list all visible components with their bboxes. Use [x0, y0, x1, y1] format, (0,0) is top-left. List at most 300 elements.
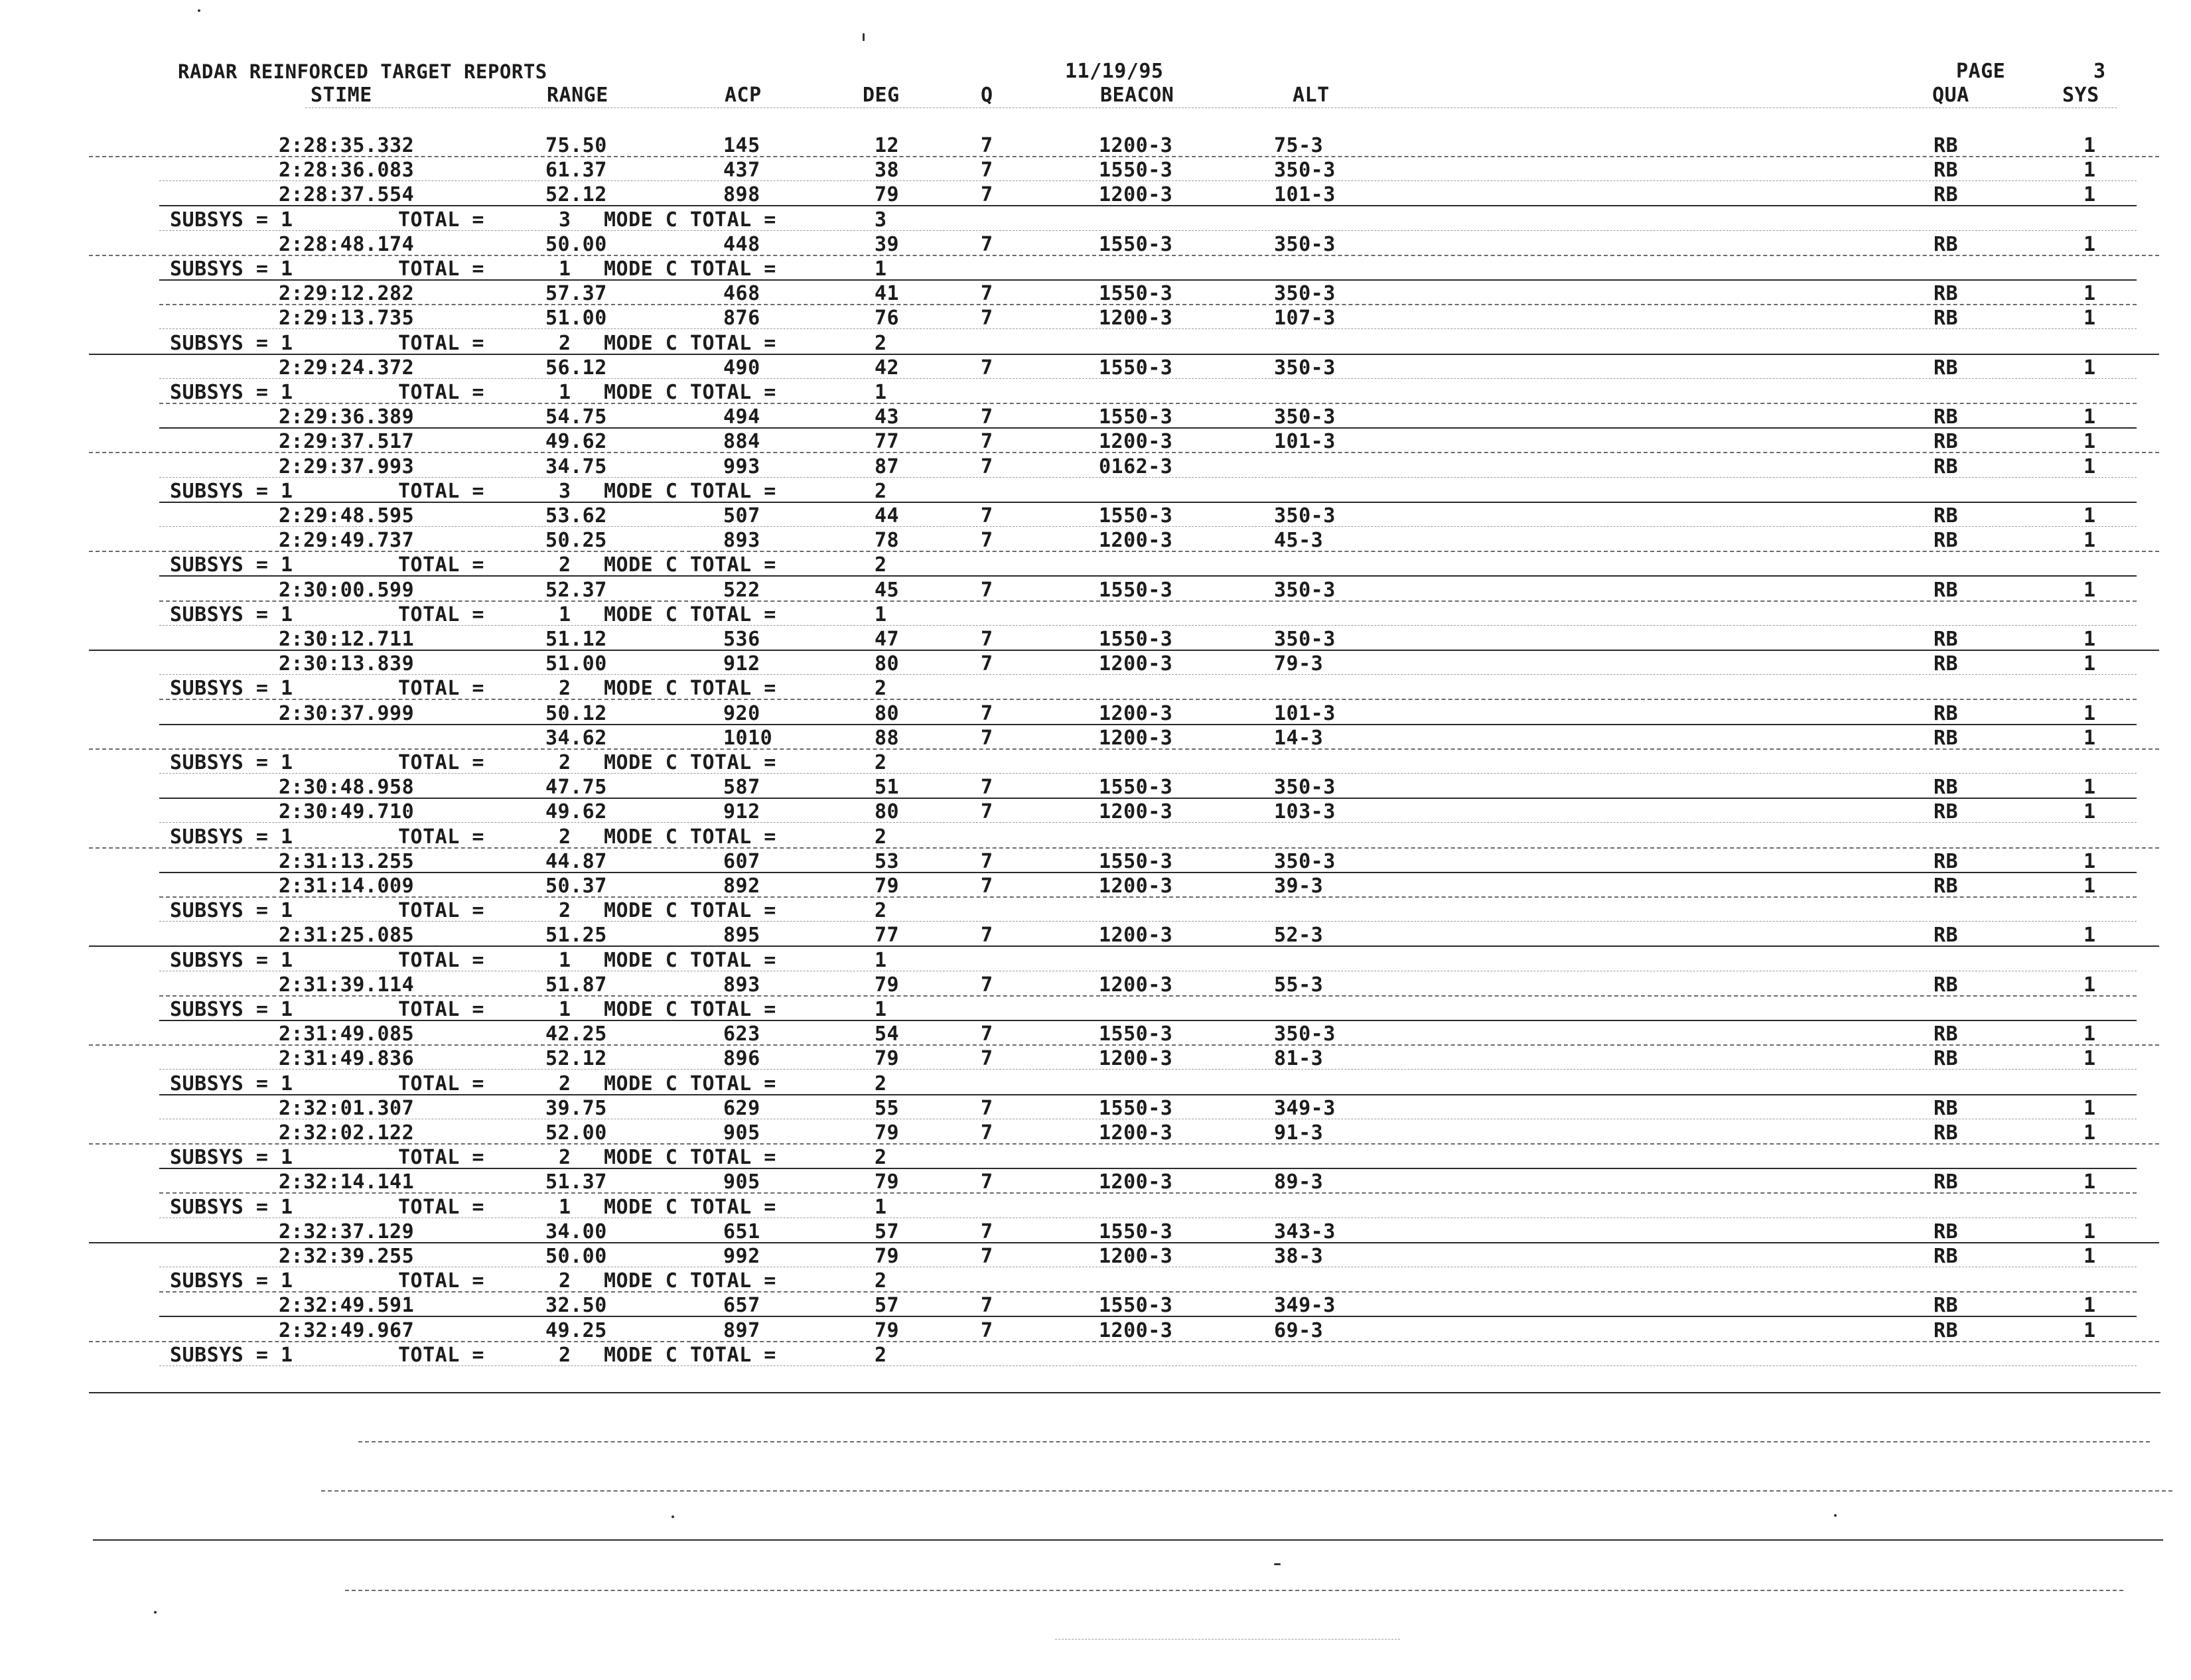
cell-deg: 76: [875, 307, 900, 330]
cell-stime: 2:31:14.009: [279, 875, 415, 898]
cell-q: 7: [981, 702, 993, 725]
subsys-total-value: 2: [559, 751, 571, 774]
cell-qua: RB: [1934, 800, 1959, 823]
cell-alt: 350-3: [1274, 282, 1336, 305]
row-rule: [89, 452, 2159, 453]
cell-qua: RB: [1934, 1319, 1959, 1342]
subsys-modec-label: MODE C TOTAL =: [604, 677, 776, 700]
cell-stime: 2:31:39.114: [279, 973, 415, 997]
subsys-modec-label: MODE C TOTAL =: [604, 998, 776, 1021]
cell-stime: 2:29:12.282: [279, 282, 415, 305]
cell-deg: 80: [875, 702, 900, 725]
cell-stime: 2:29:49.737: [279, 529, 415, 552]
cell-qua: RB: [1934, 504, 1959, 527]
cell-stime: 2:32:14.141: [279, 1170, 415, 1194]
row-rule: [159, 304, 2137, 305]
cell-stime: 2:29:37.517: [279, 430, 415, 453]
row-rule: [159, 526, 2137, 527]
subsys-label: SUBSYS = 1: [170, 1146, 293, 1169]
cell-beacon: 1550-3: [1099, 579, 1173, 602]
cell-stime: 2:30:49.710: [279, 800, 415, 823]
row-rule: [89, 255, 2159, 256]
cell-q: 7: [981, 800, 993, 823]
subsys-label: SUBSYS = 1: [170, 751, 293, 774]
ruled-line: [93, 1539, 2163, 1541]
row-rule: [89, 1242, 2159, 1243]
cell-qua: RB: [1934, 1022, 1959, 1046]
report-date: 11/19/95: [1065, 60, 1164, 83]
subsys-modec-label: MODE C TOTAL =: [604, 1072, 776, 1095]
row-rule: [159, 995, 2137, 997]
subsys-modec-value: 1: [875, 998, 887, 1021]
cell-range: 50.12: [545, 702, 607, 725]
cell-beacon: 1200-3: [1099, 529, 1173, 552]
cell-range: 52.00: [545, 1121, 607, 1145]
cell-q: 7: [981, 776, 993, 799]
subsys-modec-value: 2: [875, 1344, 887, 1367]
cell-range: 75.50: [545, 134, 607, 157]
cell-range: 50.00: [545, 1245, 607, 1268]
cell-deg: 78: [875, 529, 900, 552]
cell-sys: 1: [2084, 504, 2096, 527]
cell-acp: 490: [723, 356, 760, 380]
cell-sys: 1: [2084, 973, 2096, 997]
cell-deg: 42: [875, 356, 900, 380]
cell-deg: 55: [875, 1097, 900, 1120]
cell-q: 7: [981, 1047, 993, 1070]
subsys-modec-value: 1: [875, 949, 887, 972]
cell-stime: 2:32:37.129: [279, 1220, 415, 1243]
cell-deg: 79: [875, 1047, 900, 1070]
cell-qua: RB: [1934, 430, 1959, 453]
cell-acp: 448: [723, 233, 760, 256]
cell-q: 7: [981, 455, 993, 478]
subsys-label: SUBSYS = 1: [170, 257, 293, 281]
cell-deg: 57: [875, 1220, 900, 1243]
subsys-modec-label: MODE C TOTAL =: [604, 751, 776, 774]
subsys-modec-label: MODE C TOTAL =: [604, 899, 776, 922]
cell-alt: 343-3: [1274, 1220, 1336, 1243]
subsys-total-label: TOTAL =: [398, 381, 484, 404]
column-header-alt: ALT: [1293, 84, 1330, 107]
row-rule: [89, 748, 2159, 750]
row-rule: [159, 1365, 2137, 1366]
cell-qua: RB: [1934, 850, 1959, 873]
cell-deg: 80: [875, 652, 900, 675]
cell-qua: RB: [1934, 159, 1959, 182]
cell-deg: 79: [875, 1319, 900, 1342]
cell-range: 49.62: [545, 800, 607, 823]
cell-beacon: 1550-3: [1099, 1022, 1173, 1046]
cell-alt: 69-3: [1274, 1319, 1324, 1342]
subsys-modec-label: MODE C TOTAL =: [604, 553, 776, 577]
ruled-line: [89, 1392, 2160, 1393]
cell-acp: 912: [723, 652, 760, 675]
cell-qua: RB: [1934, 455, 1959, 478]
cell-acp: 895: [723, 924, 760, 947]
cell-stime: 2:32:49.967: [279, 1319, 415, 1342]
cell-qua: RB: [1934, 233, 1959, 256]
subsys-modec-value: 2: [875, 553, 887, 577]
subsys-label: SUBSYS = 1: [170, 825, 293, 849]
cell-deg: 12: [875, 134, 900, 157]
subsys-label: SUBSYS = 1: [170, 480, 293, 503]
subsys-modec-label: MODE C TOTAL =: [604, 1344, 776, 1367]
cell-stime: 2:32:01.307: [279, 1097, 415, 1120]
ruled-line: [321, 1490, 2172, 1492]
subsys-total-label: TOTAL =: [398, 1196, 484, 1219]
cell-deg: 57: [875, 1294, 900, 1317]
cell-range: 57.37: [545, 282, 607, 305]
row-rule: [89, 354, 2159, 355]
column-header-range: RANGE: [547, 84, 608, 107]
subsys-total-value: 3: [559, 480, 571, 503]
subsys-modec-value: 2: [875, 677, 887, 700]
row-rule: [159, 502, 2137, 503]
row-rule: [159, 403, 2137, 404]
cell-stime: 2:32:39.255: [279, 1245, 415, 1268]
row-rule: [159, 230, 2137, 231]
cell-beacon: 1550-3: [1099, 504, 1173, 527]
cell-q: 7: [981, 924, 993, 947]
cell-sys: 1: [2084, 356, 2096, 380]
cell-alt: 350-3: [1274, 405, 1336, 429]
row-rule: [89, 1341, 2159, 1342]
cell-sys: 1: [2084, 455, 2096, 478]
cell-range: 52.12: [545, 183, 607, 206]
cell-alt: 101-3: [1274, 702, 1336, 725]
cell-stime: 2:28:35.332: [279, 134, 415, 157]
cell-alt: 38-3: [1274, 1245, 1324, 1268]
cell-stime: 2:32:49.591: [279, 1294, 415, 1317]
cell-beacon: 1550-3: [1099, 405, 1173, 429]
subsys-modec-label: MODE C TOTAL =: [604, 257, 776, 281]
cell-range: 50.00: [545, 233, 607, 256]
ruled-line: [345, 1590, 2123, 1591]
subsys-total-value: 2: [559, 1072, 571, 1095]
cell-q: 7: [981, 183, 993, 206]
cell-q: 7: [981, 504, 993, 527]
cell-qua: RB: [1934, 973, 1959, 997]
subsys-total-value: 2: [559, 332, 571, 355]
cell-alt: 350-3: [1274, 850, 1336, 873]
subsys-total-label: TOTAL =: [398, 553, 484, 577]
row-rule: [159, 427, 2137, 429]
cell-range: 34.62: [545, 727, 607, 750]
cell-sys: 1: [2084, 850, 2096, 873]
cell-sys: 1: [2084, 727, 2096, 750]
subsys-total-label: TOTAL =: [398, 1072, 484, 1095]
row-rule: [159, 328, 2137, 329]
subsys-total-label: TOTAL =: [398, 603, 484, 626]
cell-sys: 1: [2084, 924, 2096, 947]
cell-beacon: 1200-3: [1099, 973, 1173, 997]
cell-range: 32.50: [545, 1294, 607, 1317]
cell-sys: 1: [2084, 1022, 2096, 1046]
cell-deg: 88: [875, 727, 900, 750]
cell-alt: 39-3: [1274, 875, 1324, 898]
subsys-total-label: TOTAL =: [398, 949, 484, 972]
subsys-total-label: TOTAL =: [398, 1146, 484, 1169]
subsys-total-label: TOTAL =: [398, 208, 484, 232]
row-rule: [89, 1143, 2159, 1145]
cell-sys: 1: [2084, 1294, 2096, 1317]
cell-qua: RB: [1934, 652, 1959, 675]
cell-beacon: 1200-3: [1099, 1245, 1173, 1268]
cell-range: 51.87: [545, 973, 607, 997]
cell-sys: 1: [2084, 529, 2096, 552]
cell-sys: 1: [2084, 800, 2096, 823]
cell-deg: 79: [875, 1121, 900, 1145]
cell-acp: 607: [723, 850, 760, 873]
cell-range: 47.75: [545, 776, 607, 799]
cell-acp: 892: [723, 875, 760, 898]
cell-qua: RB: [1934, 134, 1959, 157]
cell-qua: RB: [1934, 875, 1959, 898]
subsys-total-label: TOTAL =: [398, 825, 484, 849]
subsys-modec-value: 1: [875, 381, 887, 404]
cell-beacon: 1200-3: [1099, 430, 1173, 453]
cell-range: 50.37: [545, 875, 607, 898]
row-rule: [159, 724, 2137, 725]
cell-acp: 992: [723, 1245, 760, 1268]
cell-beacon: 1200-3: [1099, 875, 1173, 898]
cell-beacon: 1200-3: [1099, 1319, 1173, 1342]
cell-alt: 103-3: [1274, 800, 1336, 823]
cell-stime: 2:29:48.595: [279, 504, 415, 527]
cell-deg: 80: [875, 800, 900, 823]
cell-qua: RB: [1934, 529, 1959, 552]
cell-qua: RB: [1934, 1097, 1959, 1120]
cell-alt: 89-3: [1274, 1170, 1324, 1194]
cell-deg: 79: [875, 1170, 900, 1194]
cell-acp: 536: [723, 628, 760, 651]
cell-q: 7: [981, 628, 993, 651]
cell-acp: 893: [723, 973, 760, 997]
cell-deg: 53: [875, 850, 900, 873]
subsys-modec-label: MODE C TOTAL =: [604, 1269, 776, 1293]
subsys-label: SUBSYS = 1: [170, 1344, 293, 1367]
cell-range: 52.12: [545, 1047, 607, 1070]
subsys-modec-value: 1: [875, 1196, 887, 1219]
subsys-total-value: 1: [559, 1196, 571, 1219]
cell-qua: RB: [1934, 1294, 1959, 1317]
subsys-total-label: TOTAL =: [398, 998, 484, 1021]
cell-beacon: 1550-3: [1099, 1294, 1173, 1317]
cell-beacon: 1200-3: [1099, 800, 1173, 823]
cell-deg: 87: [875, 455, 900, 478]
cell-beacon: 1200-3: [1099, 1121, 1173, 1145]
cell-beacon: 1550-3: [1099, 159, 1173, 182]
subsys-total-label: TOTAL =: [398, 480, 484, 503]
subsys-total-label: TOTAL =: [398, 751, 484, 774]
cell-range: 54.75: [545, 405, 607, 429]
cell-sys: 1: [2084, 405, 2096, 429]
cell-acp: 920: [723, 702, 760, 725]
cell-acp: 651: [723, 1220, 760, 1243]
subsys-label: SUBSYS = 1: [170, 949, 293, 972]
cell-sys: 1: [2084, 702, 2096, 725]
subsys-label: SUBSYS = 1: [170, 899, 293, 922]
row-rule: [159, 1094, 2137, 1095]
page-label: PAGE: [1956, 60, 2006, 83]
column-header-deg: DEG: [863, 84, 900, 107]
row-rule: [89, 945, 2159, 947]
cell-sys: 1: [2084, 875, 2096, 898]
cell-qua: RB: [1934, 1121, 1959, 1145]
cell-deg: 51: [875, 776, 900, 799]
cell-acp: 905: [723, 1170, 760, 1194]
cell-alt: 350-3: [1274, 776, 1336, 799]
cell-q: 7: [981, 973, 993, 997]
cell-acp: 437: [723, 159, 760, 182]
cell-range: 49.62: [545, 430, 607, 453]
subsys-total-label: TOTAL =: [398, 899, 484, 922]
row-rule: [159, 674, 2137, 675]
cell-range: 52.37: [545, 579, 607, 602]
subsys-modec-label: MODE C TOTAL =: [604, 332, 776, 355]
subsys-label: SUBSYS = 1: [170, 208, 293, 232]
cell-stime: 2:29:13.735: [279, 307, 415, 330]
cell-alt: 349-3: [1274, 1294, 1336, 1317]
cell-sys: 1: [2084, 652, 2096, 675]
cell-qua: RB: [1934, 776, 1959, 799]
subsys-total-value: 1: [559, 998, 571, 1021]
subsys-total-label: TOTAL =: [398, 332, 484, 355]
cell-qua: RB: [1934, 727, 1959, 750]
cell-stime: 2:30:00.599: [279, 579, 415, 602]
cell-q: 7: [981, 1022, 993, 1046]
cell-sys: 1: [2084, 134, 2096, 157]
cell-alt: 350-3: [1274, 159, 1336, 182]
subsys-label: SUBSYS = 1: [170, 332, 293, 355]
subsys-total-value: 1: [559, 257, 571, 281]
subsys-modec-value: 3: [875, 208, 887, 232]
cell-sys: 1: [2084, 1170, 2096, 1194]
column-header-beacon: BEACON: [1100, 84, 1174, 107]
cell-beacon: 1200-3: [1099, 307, 1173, 330]
cell-qua: RB: [1934, 405, 1959, 429]
cell-alt: 52-3: [1274, 924, 1324, 947]
cell-stime: 2:31:49.085: [279, 1022, 415, 1046]
cell-sys: 1: [2084, 1245, 2096, 1268]
cell-stime: 2:30:13.839: [279, 652, 415, 675]
cell-stime: 2:28:37.554: [279, 183, 415, 206]
cell-range: 51.37: [545, 1170, 607, 1194]
subsys-modec-value: 1: [875, 257, 887, 281]
cell-stime: 2:29:24.372: [279, 356, 415, 380]
speck: [863, 33, 865, 41]
cell-stime: 2:28:36.083: [279, 159, 415, 182]
subsys-total-value: 2: [559, 899, 571, 922]
cell-q: 7: [981, 875, 993, 898]
subsys-total-value: 2: [559, 825, 571, 849]
subsys-total-value: 2: [559, 677, 571, 700]
cell-sys: 1: [2084, 307, 2096, 330]
cell-beacon: 1200-3: [1099, 1047, 1173, 1070]
cell-qua: RB: [1934, 1170, 1959, 1194]
cell-stime: 2:28:48.174: [279, 233, 415, 256]
cell-acp: 898: [723, 183, 760, 206]
subsys-total-value: 1: [559, 381, 571, 404]
cell-acp: 905: [723, 1121, 760, 1145]
cell-alt: 350-3: [1274, 504, 1336, 527]
cell-sys: 1: [2084, 776, 2096, 799]
cell-range: 51.00: [545, 307, 607, 330]
cell-range: 51.12: [545, 628, 607, 651]
speck: [198, 9, 200, 12]
cell-acp: 912: [723, 800, 760, 823]
cell-acp: 884: [723, 430, 760, 453]
subsys-modec-value: 2: [875, 332, 887, 355]
cell-beacon: 0162-3: [1099, 455, 1173, 478]
header-underline: [305, 107, 2117, 108]
subsys-total-value: 1: [559, 603, 571, 626]
cell-qua: RB: [1934, 307, 1959, 330]
cell-beacon: 1200-3: [1099, 183, 1173, 206]
cell-acp: 657: [723, 1294, 760, 1317]
cell-sys: 1: [2084, 1097, 2096, 1120]
cell-deg: 43: [875, 405, 900, 429]
ruled-line: [358, 1441, 2150, 1442]
cell-beacon: 1200-3: [1099, 924, 1173, 947]
cell-beacon: 1200-3: [1099, 702, 1173, 725]
cell-beacon: 1200-3: [1099, 1170, 1173, 1194]
cell-alt: 14-3: [1274, 727, 1324, 750]
cell-sys: 1: [2084, 1319, 2096, 1342]
cell-beacon: 1550-3: [1099, 628, 1173, 651]
row-rule: [89, 156, 2159, 157]
cell-acp: 623: [723, 1022, 760, 1046]
subsys-total-label: TOTAL =: [398, 1344, 484, 1367]
subsys-modec-value: 2: [875, 480, 887, 503]
cell-beacon: 1200-3: [1099, 652, 1173, 675]
column-header-qua: QUA: [1932, 84, 1969, 107]
cell-range: 53.62: [545, 504, 607, 527]
cell-q: 7: [981, 529, 993, 552]
subsys-modec-label: MODE C TOTAL =: [604, 825, 776, 849]
cell-q: 7: [981, 307, 993, 330]
subsys-modec-label: MODE C TOTAL =: [604, 208, 776, 232]
cell-q: 7: [981, 652, 993, 675]
cell-deg: 38: [875, 159, 900, 182]
subsys-total-value: 2: [559, 553, 571, 577]
cell-q: 7: [981, 1097, 993, 1120]
cell-acp: 145: [723, 134, 760, 157]
row-rule: [159, 1168, 2137, 1169]
row-rule: [89, 551, 2159, 552]
cell-beacon: 1200-3: [1099, 134, 1173, 157]
subsys-label: SUBSYS = 1: [170, 381, 293, 404]
subsys-modec-value: 2: [875, 1146, 887, 1169]
cell-deg: 41: [875, 282, 900, 305]
cell-qua: RB: [1934, 702, 1959, 725]
cell-alt: 101-3: [1274, 430, 1336, 453]
cell-q: 7: [981, 1319, 993, 1342]
cell-qua: RB: [1934, 1047, 1959, 1070]
row-rule: [89, 847, 2159, 849]
cell-qua: RB: [1934, 628, 1959, 651]
cell-alt: 350-3: [1274, 356, 1336, 380]
cell-q: 7: [981, 1121, 993, 1145]
cell-sys: 1: [2084, 183, 2096, 206]
row-rule: [159, 625, 2137, 626]
cell-q: 7: [981, 579, 993, 602]
subsys-label: SUBSYS = 1: [170, 553, 293, 577]
cell-stime: 2:32:02.122: [279, 1121, 415, 1145]
cell-stime: 2:30:48.958: [279, 776, 415, 799]
cell-q: 7: [981, 356, 993, 380]
